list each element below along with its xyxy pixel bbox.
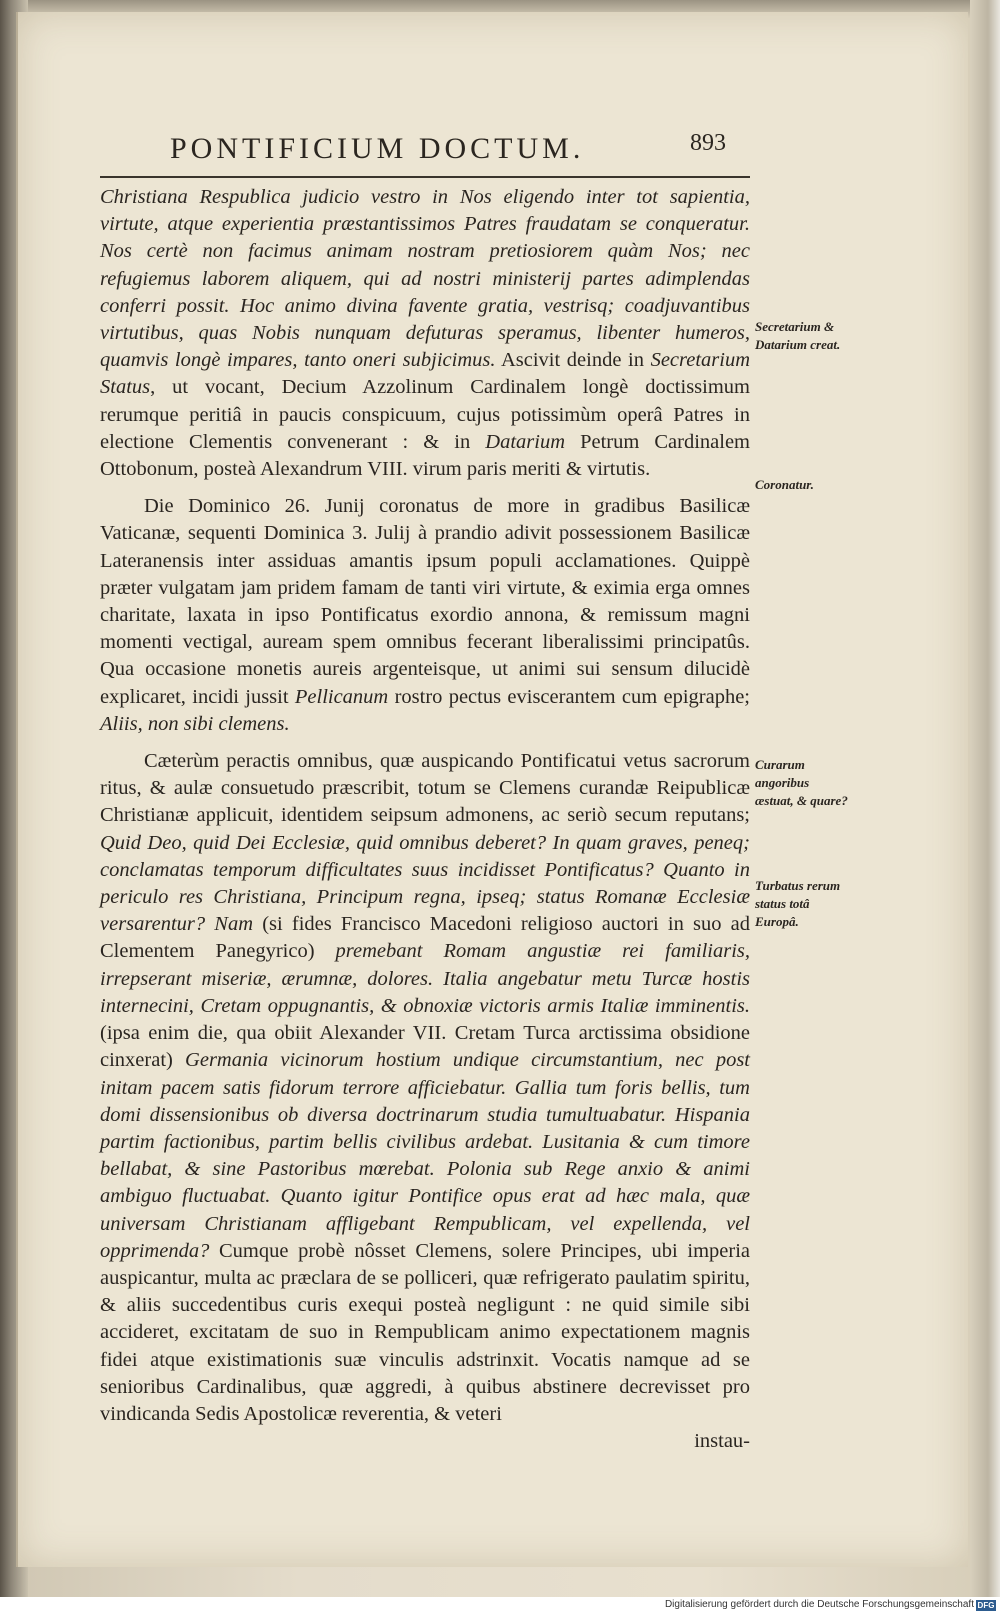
- dfg-logo: DFG: [977, 1601, 995, 1610]
- italic-text-run: Secretarium Status: [100, 349, 750, 399]
- italic-text-run: Datarium: [485, 430, 566, 453]
- margin-note: Turbatus rerum status totâ Europâ.: [755, 878, 841, 929]
- page-stack-edge: [970, 0, 1000, 1615]
- margin-note: Secretarium & Datarium creat.: [755, 319, 841, 352]
- italic-text-run: Pellicanum: [294, 685, 389, 708]
- italic-text-run: Aliis, non sibi clemens.: [100, 712, 290, 735]
- catchword: instau-: [694, 1430, 750, 1453]
- italic-text-run: premebant Romam angustiæ rei familiaris, irrepserant miseriæ, ærumnæ, dolores. Italia angebatur metu Turcæ hostis internecini, Cretam oppugnantis, & obnoxiæ victoris armis Italiæ imminentis.: [100, 940, 750, 1017]
- text-run: Petrum Cardinalem Ottobonum, posteà Alexandrum VIII. virum paris meriti & virtutis.: [100, 430, 750, 481]
- running-title: PONTIFICIUM DOCTUM.: [170, 132, 585, 165]
- catchword-line: [100, 1428, 750, 1455]
- italic-text-run: Germania vicinorum hostium undique circumstantium, nec post initam pacem satis fidorum terrore afficiebatur. Gallia tum foris bellis, tum domi dissensionibus ob diversa doctrinarum studia tumultuabatur. Hispania partim factionibus, partim bellis civilibus ardebat. Lusitania & cum timore bellabat, & sine Pastoribus mœrebat. Polonia sub Rege anxio & animi ambiguo fluctuabat. Quanto igitur Pontifice opus erat ad hæc mala, quæ universam Christianam affligebant Rempublicam, vel expellenda, vel opprimenda?: [100, 1049, 751, 1262]
- header-rule: [100, 176, 750, 178]
- text-run: rostro pectus eviscerantem cum epigraphe;: [388, 685, 750, 708]
- text-run: (ipsa enim die, qua obiit Alexander VII. Cretam Turca arctissima obsidione cinxerat): [100, 1022, 750, 1072]
- page-number: 893: [690, 130, 726, 156]
- running-header: [170, 132, 750, 174]
- text-run: , ut vocant, Decium Azzolinum Cardinalem longè doctissimum rerumque peritiâ in paucis conspicuum, cujus potissimùm operâ Patres in electione Clementis convenerant : & in: [100, 376, 750, 453]
- text-run: Die Dominico 26. Junij coronatus de more in gradibus Basilicæ Vaticanæ, sequenti Dominica 3. Julij à prandio adivit possessionem Basilicæ Lateranensis inter assiduas amantis ipsum populi acclamationes. Quippè præter vulgatam jam pridem famam de tanti viri virtute, & eximia erga omnes charitate, laxata in ipso Pontificatus exordio annona, & remissum magni momenti vectigal, auream spem omnibus fecerant liberalissimi principatûs. Qua occasione monetis aureis argenteisque, ut animi sui sensum dilucidè explicaret, incidi jussit: [100, 495, 750, 708]
- paragraph: [100, 184, 750, 483]
- italic-text-run: Christiana Respublica judicio vestro in Nos eligendo inter tot sapientia, virtute, atque experientia præstantissimos Patres fraudatam se conqueratur. Nos certè non facimus animam nostram pretiosiorem quàm Nos; nec refugiemus laborem aliquem, qui ad nostri ministerij partes adimplendas conferri possit. Hoc animo divina favente gratia, vestrisq; coadjuvantibus virtutibus, quas Nobis nunquam defuturas speramus, libenter humeros, quamvis longè impares, tanto oneri subjicimus.: [100, 186, 750, 372]
- digitization-credit: Digitalisierung gefördert durch die Deutsche Forschungsgemeinschaft: [664, 1599, 974, 1610]
- margin-note: Coronatur.: [755, 477, 814, 492]
- text-run: Ascivit deinde in: [495, 349, 651, 372]
- paragraph: [100, 748, 750, 1428]
- text-run: Cumque probè nôsset Clemens, solere Principes, ubi imperia auspicantur, multa ac præclara de se polliceri, quæ refrigerato paulatim spiritu, & aliis succedentibus curis exequi posteà negligunt : ne quid simile sibi accideret, excitatam de suo in Rempublicam animo expectationem magnis fidei atque existimationis suæ vinculis adstrinxit. Vocatis namque ad se senioribus Cardinalibus, quæ aggredi, à quibus abstinere decrevisset pro vindicanda Sedis Apostolicæ reverentia, & veteri: [100, 1239, 750, 1425]
- text-run: (si fides Francisco Macedoni religioso auctori in suo ad Clementem Panegyrico): [100, 913, 750, 963]
- italic-text-run: Quid Deo, quid Dei Ecclesiæ, quid omnibus deberet? In quam graves, peneq; conclamatas temporum difficultates suus incidisset Pontificatus? Quanto in periculo res Christiana, Principum regna, ipseq; status Romanæ Ecclesiæ versarentur? Nam: [100, 831, 750, 936]
- main-text-column: [100, 184, 750, 1455]
- margin-note: Curarum angoribus æstuat, & quare?: [755, 757, 848, 808]
- text-run: Cæterùm peractis omnibus, quæ auspicando Pontificatui vetus sacrorum ritus, & aulæ consuetudo præscribit, totum se Clemens curandæ Reipublicæ Christianæ applicuit, identidem seipsum admonens, ac seriò secum reputans;: [100, 750, 750, 827]
- paragraph: [100, 493, 750, 738]
